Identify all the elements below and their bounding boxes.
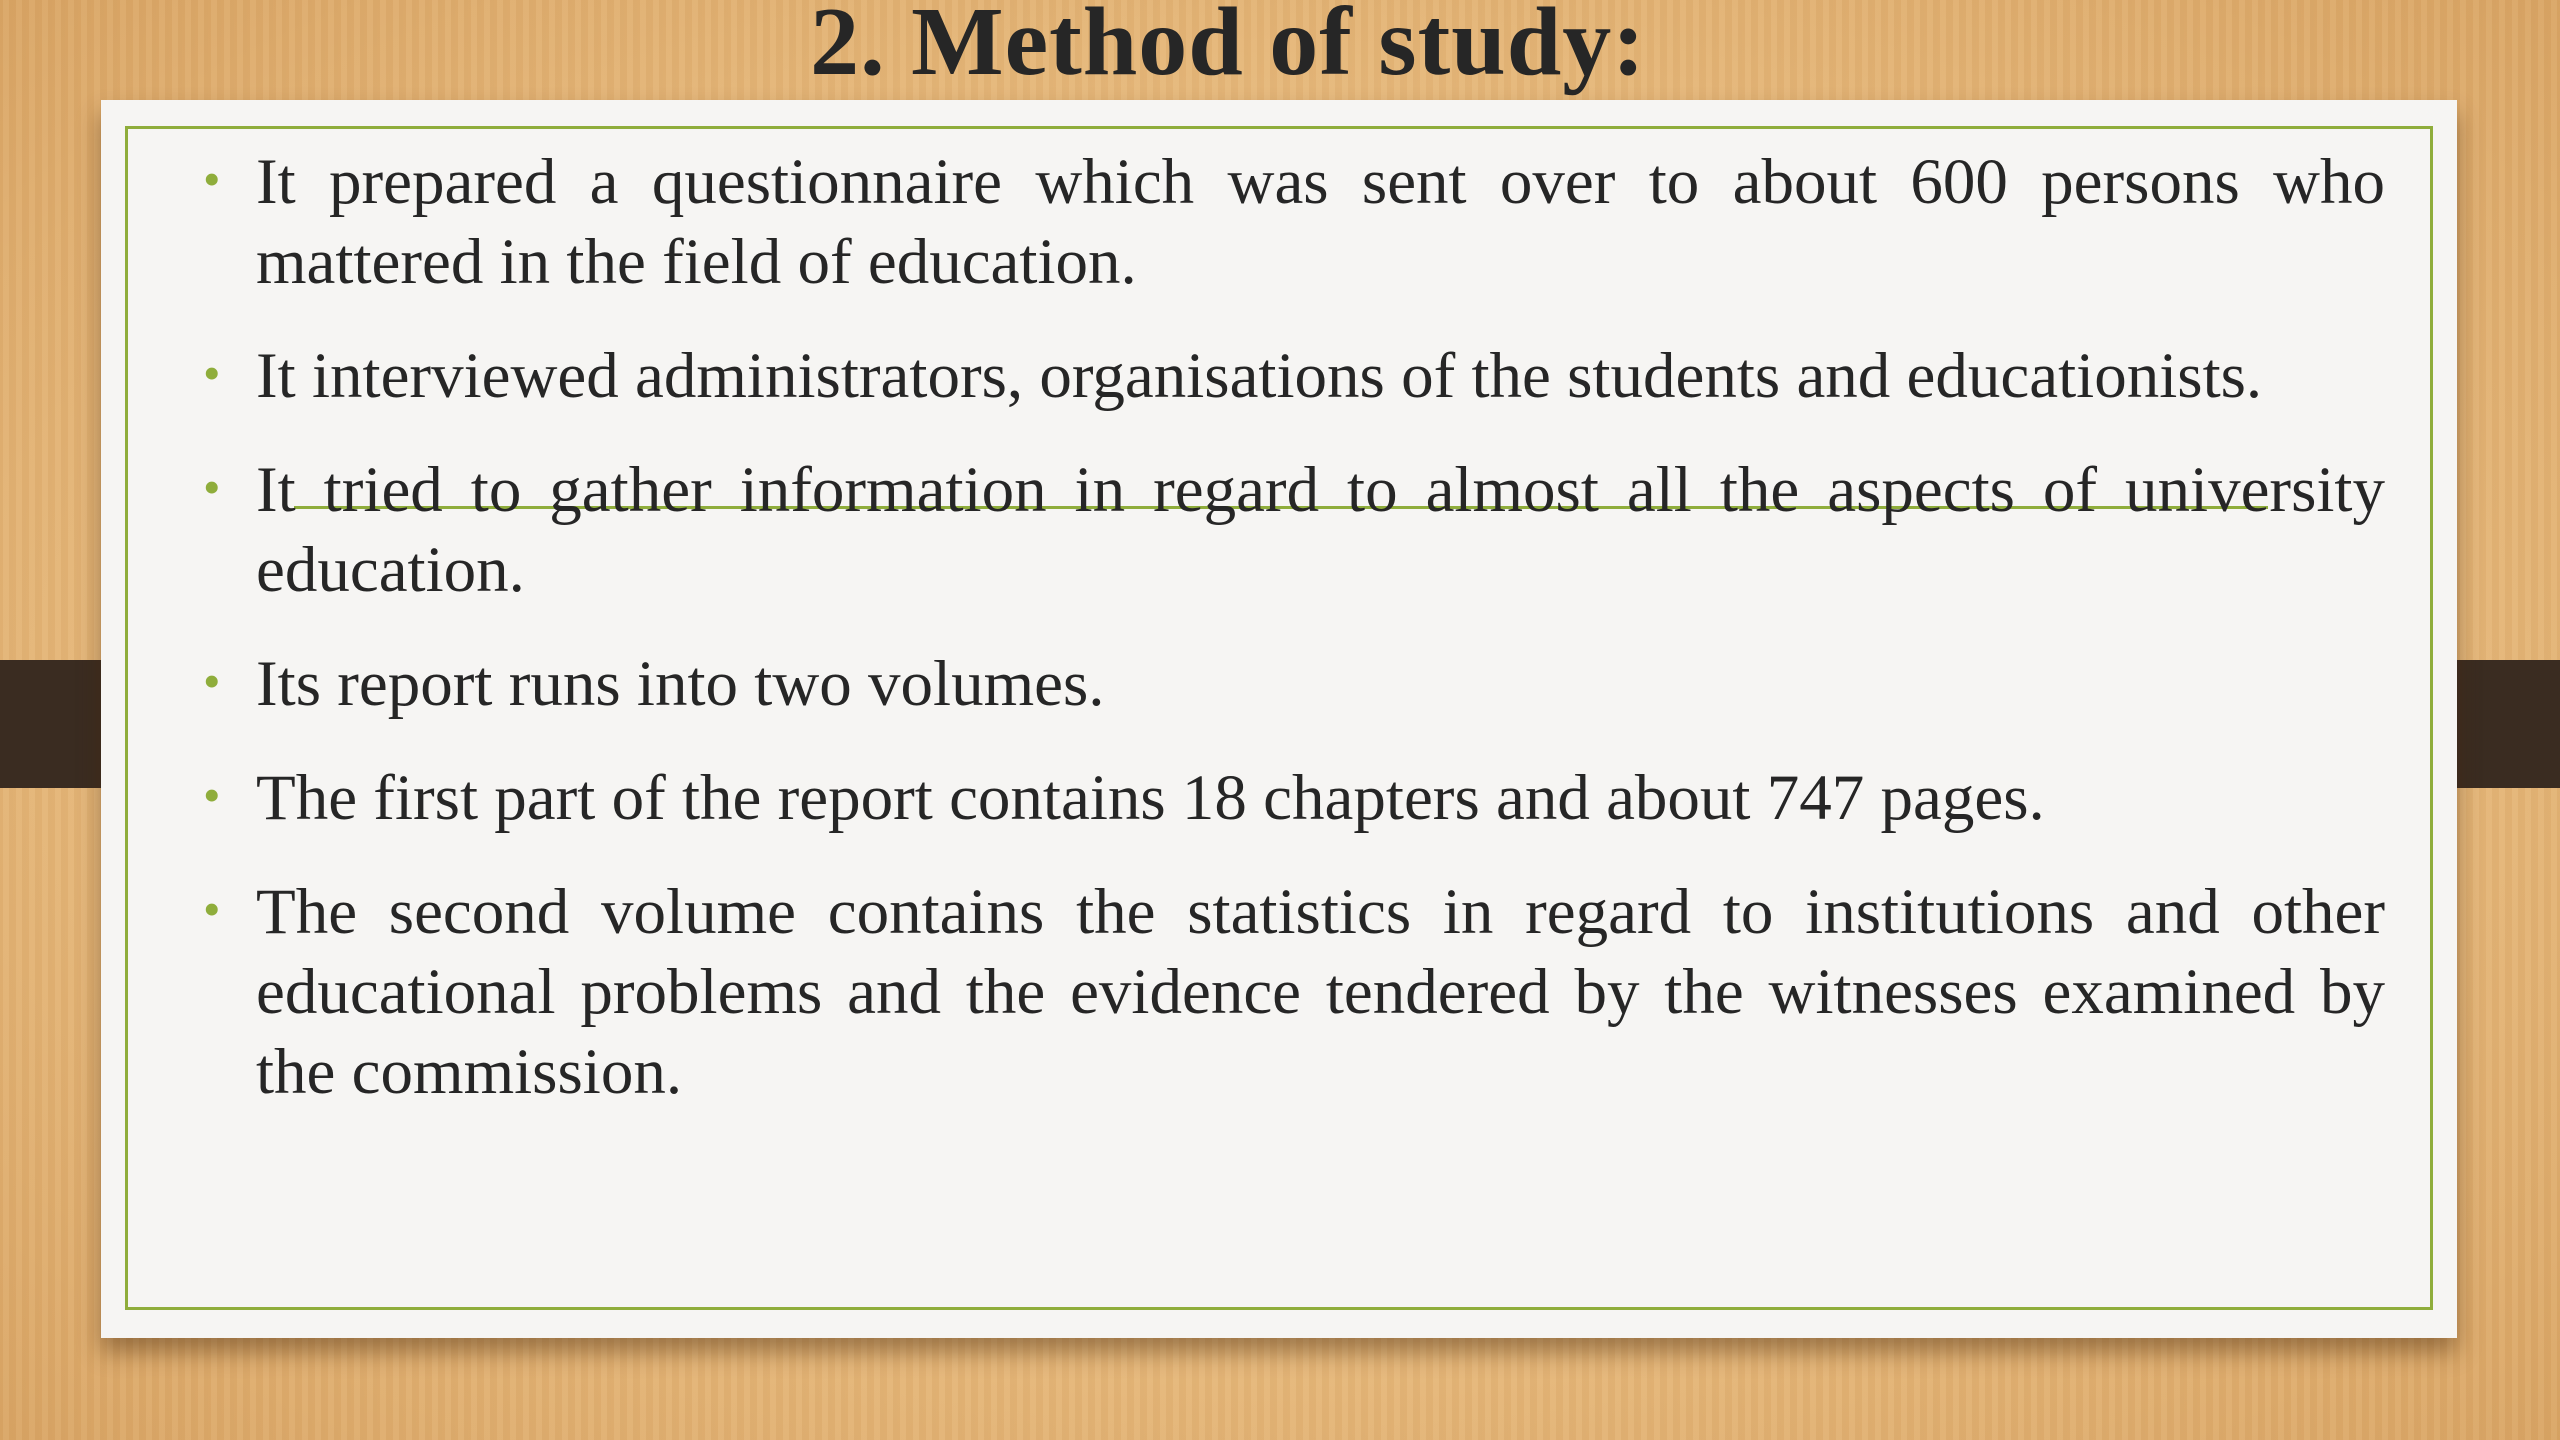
bullet-dot-icon: • (203, 767, 221, 823)
bullet-dot-icon: • (203, 459, 221, 515)
bullet-dot-icon: • (203, 151, 221, 207)
bullet-dot-icon: • (203, 345, 221, 401)
bullet-text: The second volume contains the statistics in regard to institutions and other educational problems and the evidence tendered by the witnesses examined by the commission. (256, 876, 2385, 1108)
bullet-dot-icon: • (203, 653, 221, 709)
bullet-item (159, 872, 2385, 1112)
bullet-text: It interviewed administrators, organisations of the students and educationists. (256, 340, 2263, 412)
bullet-item (159, 644, 2385, 724)
bullet-item (159, 142, 2385, 302)
slide-title: 2. Method of study: (810, 0, 1646, 96)
bullet-item (159, 450, 2385, 610)
bullet-text: Its report runs into two volumes. (256, 648, 1105, 720)
bullet-text: It tried to gather information in regard to almost all the aspects of university education. (256, 454, 2385, 606)
bullet-text: The first part of the report contains 18 chapters and about 747 pages. (256, 762, 2045, 834)
bullet-text: It prepared a questionnaire which was sent over to about 600 persons who mattered in the field of education. (256, 146, 2385, 298)
bullet-list (159, 142, 2385, 1146)
bullet-item (159, 336, 2385, 416)
bullet-dot-icon: • (203, 881, 221, 937)
bullet-item (159, 758, 2385, 838)
